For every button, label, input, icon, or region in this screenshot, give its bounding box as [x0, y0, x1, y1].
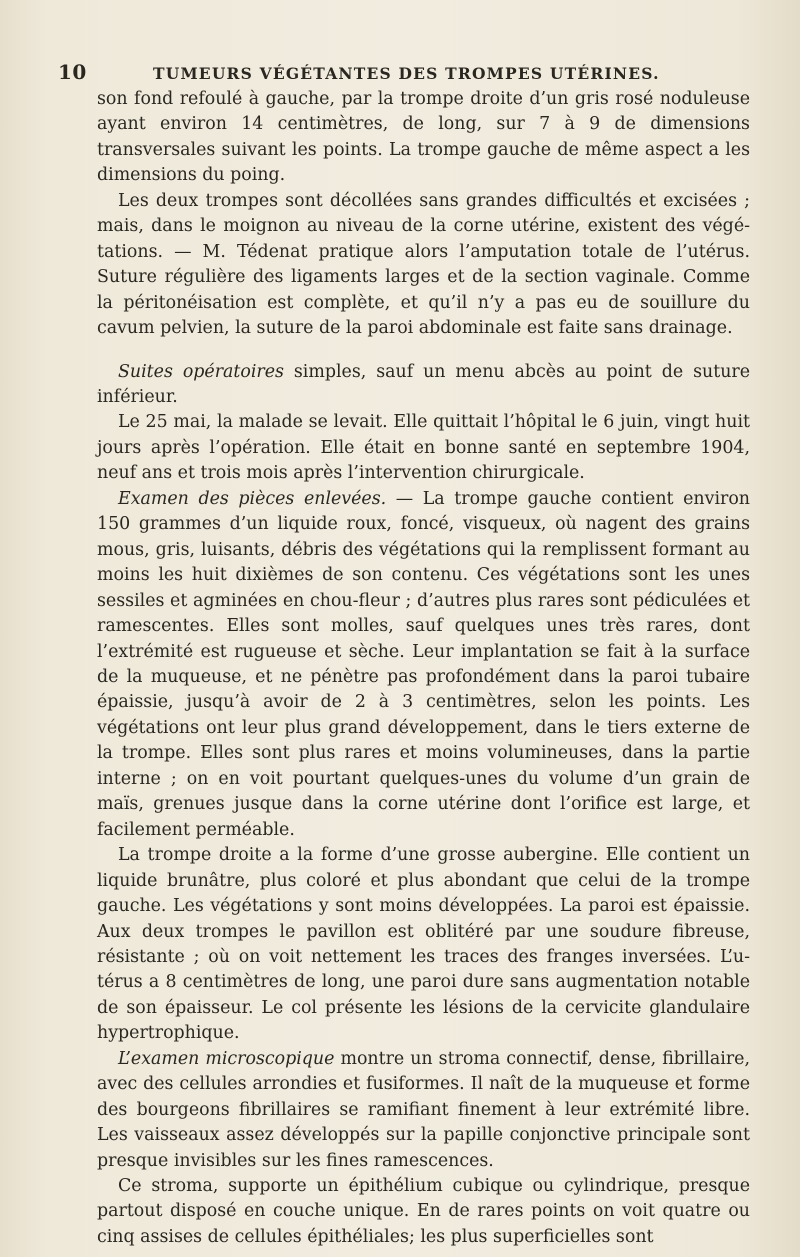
paragraph [97, 843, 750, 1047]
paragraph [97, 360, 750, 411]
paragraph [97, 487, 750, 843]
paragraph [97, 87, 750, 189]
italic-lead: L’examen microscopique [118, 1048, 335, 1069]
paragraph [97, 410, 750, 486]
paragraph-text: Le 25 mai, la malade se levait. Elle quittait l’hôpital le 6 juin, vingt huit jours après l’opération. Elle était en bonne santé en septembre 1904, neuf ans et trois mois après l’intervention chirurgicale. [97, 412, 750, 484]
paragraph-text: La trompe droite a la forme d’une grosse aubergine. Elle contient un liquide brunâtre, plus coloré et plus abondant que celui de la trompe gauche. Les végétations y sont moins développées. La paroi est épaissie. Aux deux trompes le pavillon est oblitéré par une soudure fibreuse, résistante ; où on voit nettement les traces des franges inversées. L’utérus a 8 centimètres de long, une paroi dure sans augmentation notable de son épaisseur. Le col présente les lésions de la cervicite glandulaire hypertrophique. [97, 845, 750, 1044]
paragraph [97, 189, 750, 342]
paragraph-text: — La trompe gauche contient environ 150 grammes d’un liquide roux, foncé, visqueux, où nagent des grains mous, gris, luisants, débris des végétations qui la remplissent formant au moins les huit dixièmes de son contenu. Ces végétations sont les unes sessiles et agminées en chou-fleur ; d’autres plus rares sont pédiculées et ramescentes. Elles sont molles, sauf quelques unes très rares, dont l’extrémité est rugueuse et sèche. Leur implantation se fait à la surface de la muqueuse, et ne pénètre pas profondément dans la paroi tubaire épaissie, jusqu’à avoir de 2 à 3 centimètres, selon les points. Les végétations ont leur plus grand développement, dans le tiers externe de la trompe. Elles sont plus rares et moins volumineuses, dans la partie interne ; on en voit pourtant quelques-unes du volume d’un grain de maïs, grenues jusque dans la corne utérine dont l’orifice est large, et facilement perméable. [97, 488, 750, 840]
paragraph-text: Ce stroma, supporte un épithélium cubique ou cylindrique, presque partout disposé en couche unique. En de rares points on voit quatre ou cinq assises de cellules épithéliales; les plus superficielles sont [97, 1176, 750, 1247]
paragraph-text: simples, sauf un menu abcès au point de suture inférieur. [97, 361, 750, 407]
running-head [58, 60, 736, 88]
paragraph [97, 1174, 750, 1250]
body-text [97, 87, 750, 1250]
paragraph [97, 1047, 750, 1174]
italic-lead: Examen des pièces enlevées. [118, 488, 387, 509]
paragraph-text: Les deux trompes sont décollées sans grandes difficultés et excisées ; mais, dans le moignon au niveau de la corne utérine, existent des végétations. — M. Tédenat pratique alors l’amputation totale de l’utérus. Suture régulière des ligaments larges et de la section vaginale. Comme la péritonéisation est complète, et qu’il n’y a pas eu de souillure du cavum pelvien, la suture de la paroi abdominale est faite sans drainage. [97, 190, 750, 339]
paragraph-text: son fond refoulé à gauche, par la trompe droite d’un gris rosé noduleuse ayant environ 14 centimètres, de long, sur 7 à 9 de dimensions transversales suivant les points. La trompe gauche de même aspect a les dimensions du poing. [97, 89, 750, 186]
paragraph-text: montre un stroma connectif, dense, fibrillaire, avec des cellules arrondies et fusiformes. Il naît de la muqueuse et forme des bourgeons fibrillaires se ramifiant finement à leur extrémité libre. Les vaisseaux assez développés sur la papille conjonctive principale sont presque invisibles sur les fines ramescences. [97, 1048, 750, 1171]
running-title: TUMEURS VÉGÉTANTES DES TROMPES UTÉRINES. [153, 64, 660, 83]
italic-lead: Suites opératoires [118, 361, 284, 382]
page-number: 10 [58, 60, 87, 84]
